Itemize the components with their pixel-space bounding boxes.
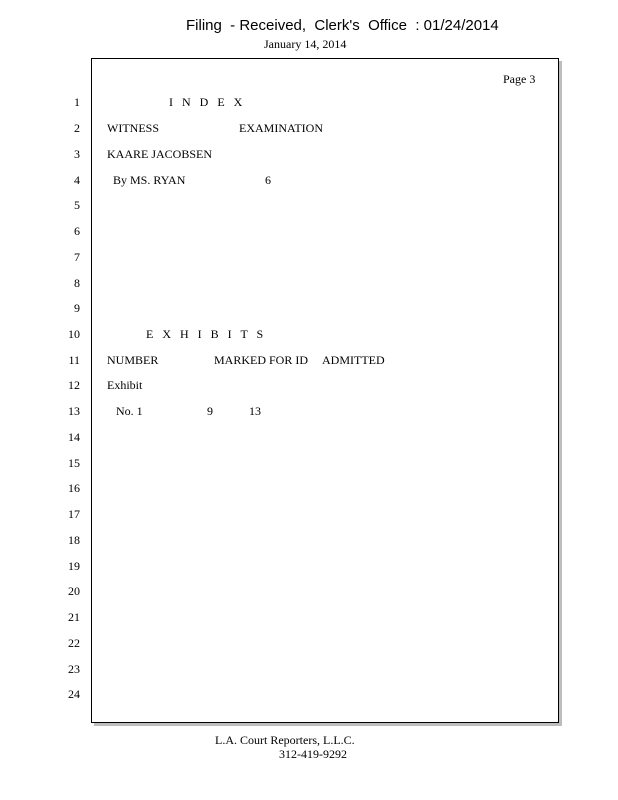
line-number: 14	[68, 430, 80, 444]
exhibit-admitted-page: 13	[249, 404, 261, 418]
exhibit-marked-page: 9	[207, 404, 213, 418]
transcript-date: January 14, 2014	[264, 37, 347, 51]
marked-column-header: MARKED FOR ID	[214, 353, 309, 367]
line-number: 24	[68, 687, 80, 701]
reporter-company: L.A. Court Reporters, L.L.C.	[215, 733, 355, 747]
line-number: 5	[74, 198, 80, 212]
witness-column-header: WITNESS	[107, 121, 159, 135]
exhibit-label: Exhibit	[107, 378, 143, 392]
line-number: 22	[68, 636, 80, 650]
line-number: 19	[68, 559, 80, 573]
line-number: 18	[68, 533, 80, 547]
line-number: 17	[68, 507, 80, 521]
exhibits-title: E X H I B I T S	[146, 327, 267, 341]
line-number: 3	[74, 147, 80, 161]
line-number: 15	[68, 456, 80, 470]
line-number: 10	[68, 327, 80, 341]
line-number: 12	[68, 378, 80, 392]
examiner: By MS. RYAN	[113, 173, 186, 187]
line-number: 4	[74, 173, 80, 187]
filing-stamp: Filing - Received, Clerk's Office : 01/24/2014	[186, 17, 499, 34]
line-number: 11	[68, 353, 80, 367]
line-number: 2	[74, 121, 80, 135]
examination-column-header: EXAMINATION	[239, 121, 323, 135]
line-number: 13	[68, 404, 80, 418]
reporter-phone: 312-419-9292	[279, 747, 347, 761]
line-number: 16	[68, 481, 80, 495]
line-number: 23	[68, 662, 80, 676]
line-number: 6	[74, 224, 80, 238]
number-column-header: NUMBER	[107, 353, 159, 367]
examination-page: 6	[265, 173, 271, 187]
line-number: 9	[74, 301, 80, 315]
exhibit-number: No. 1	[116, 404, 143, 418]
line-number: 8	[74, 276, 80, 290]
line-number: 20	[68, 584, 80, 598]
line-number: 7	[74, 250, 80, 264]
page-number: Page 3	[503, 72, 536, 86]
admitted-column-header: ADMITTED	[322, 353, 385, 367]
line-number: 21	[68, 610, 80, 624]
index-title: I N D E X	[169, 95, 246, 109]
witness-name: KAARE JACOBSEN	[107, 147, 213, 161]
line-number: 1	[74, 95, 80, 109]
